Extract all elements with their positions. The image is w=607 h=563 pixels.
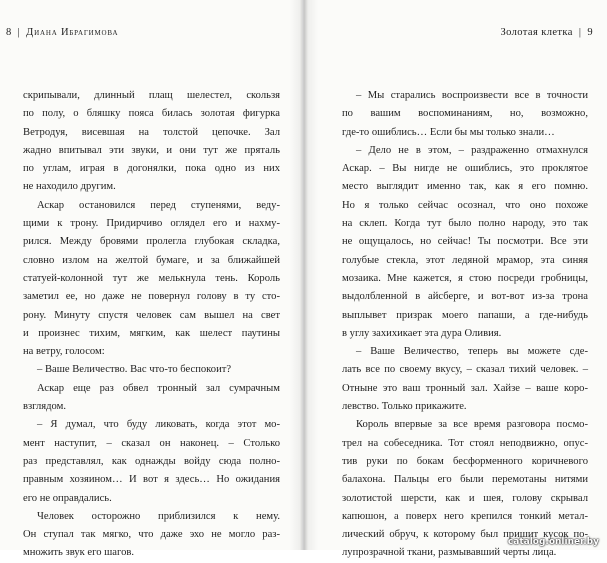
text-line: Человек осторожно приблизился к нему. <box>37 510 280 522</box>
text-line: голубые стекла, этот ледяной мрамор, эта синяя <box>342 254 588 266</box>
text-line: и произнес тихим, мягким, как шелест паутины <box>23 327 280 339</box>
left-page <box>0 0 302 559</box>
text-line: Аскар еще раз обвел тронный зал сумрачным <box>37 382 280 394</box>
author-name: Диана Ибрагимова <box>26 27 119 38</box>
text-line: щими к трону. Придирчиво оглядел его и нахму- <box>23 218 280 230</box>
site-watermark: catalog.onliner.by <box>507 537 599 547</box>
text-line: мент наступит, – сказал он наконец. – Столько <box>23 437 280 449</box>
text-line: место выглядит именно так, как я его помню. <box>342 181 588 193</box>
text-line: не находило другим. <box>23 181 116 193</box>
text-line: тив руки по бокам бесформенного коричневого <box>342 455 588 467</box>
right-page-text <box>342 87 588 563</box>
text-line: в углу захихикает эта дура Оливия. <box>342 327 502 339</box>
text-line: Отныне это ваш тронный зал. Хайзе – ваше коро- <box>342 382 588 394</box>
left-head-separator: | <box>17 27 21 38</box>
text-line: словно излом на желтой бумаге, и за ближайшей <box>23 254 280 266</box>
text-line: – Дело не в этом, – раздраженно отмахнулся <box>356 144 588 156</box>
book-title: Золотая клетка <box>500 27 573 38</box>
text-line: где-то ошиблись… Если бы мы только знали… <box>342 126 555 138</box>
text-line: не ощущалось, но сейчас! Ты посмотри. Все эти <box>342 236 588 248</box>
text-line: капюшон, а поверх него крепился тонкий метал- <box>342 510 588 522</box>
text-line: – Мы старались воспроизвести все в точности <box>356 90 588 101</box>
text-line: рился. Между бровями пролегла глубокая складка, <box>23 236 280 248</box>
left-running-head <box>6 27 118 38</box>
text-line: множить звук его шагов. <box>23 547 135 559</box>
text-line: мозаика. Мне кажется, я стою посреди гробницы, <box>342 272 588 284</box>
text-line: Аскар остановился перед ступенями, веду- <box>37 199 280 211</box>
book-gutter <box>290 0 318 550</box>
text-line: выплывет призрак моего папаши, а где-нибудь <box>342 309 588 321</box>
left-page-number: 8 <box>6 27 12 38</box>
text-line: по углам, играя в догонялки, пока одно из них <box>23 163 280 175</box>
text-line: – Ваше Величество. Вас что-то беспокоит? <box>37 364 232 376</box>
text-line: статуей-колонной тут же мелькнула тень. Король <box>23 272 280 284</box>
text-line: скрипывали, длинный плащ шелестел, скользя <box>23 90 280 101</box>
text-line: его не оправдались. <box>23 492 112 504</box>
text-line: взглядом. <box>23 401 66 413</box>
text-line: левство. Только прикажите. <box>342 401 467 413</box>
left-page-text <box>23 87 280 563</box>
text-line: раз представлял, как однажды войду сюда полно- <box>23 455 280 467</box>
right-page <box>304 0 607 559</box>
text-line: Ветродуя, висевшая на толстой цепочке. Зал <box>23 126 280 138</box>
right-running-head <box>500 27 593 38</box>
text-line: заметил ее, но даже не повернул голову в ту сто- <box>23 291 280 303</box>
text-line: Он ступал так мягко, что даже эхо не могло раз- <box>23 529 280 541</box>
text-line: золотистой шерсти, как и шея, голову скрывал <box>342 492 588 504</box>
text-line: Но я только сейчас осознал, что оно похоже <box>342 199 588 211</box>
text-line: лический обруч, к которому был пришит кусок по- <box>342 529 588 541</box>
text-line: – Ваше Величество, теперь вы можете сде- <box>356 346 588 358</box>
right-page-number: 9 <box>587 27 593 38</box>
text-line: по полу, о бляшку пояса билась золотая фигурка <box>23 108 280 120</box>
text-line: на ветру, голосом: <box>23 346 105 358</box>
right-head-separator: | <box>578 27 582 38</box>
text-line: трел на собеседника. Тот стоял неподвижно, опус- <box>342 437 588 449</box>
text-line: Король впервые за все время разговора посмо- <box>356 419 588 431</box>
text-line: на склеп. Когда тут было полно народу, это так <box>342 218 588 230</box>
text-line: жадно впитывал эти звуки, и они тут же пряталь <box>23 144 280 156</box>
text-line: Аскар. – Вы нигде не ошиблись, это проклятое <box>342 163 588 175</box>
text-line: рону. Минуту спустя человек сам вышел на свет <box>23 309 280 321</box>
text-line: по вашим воспоминаниям, но, возможно, <box>342 108 588 120</box>
text-line: балахона. Пальцы его были перемотаны нитями <box>342 474 588 486</box>
text-line: – Я думал, что буду ликовать, когда этот мо- <box>37 419 280 431</box>
text-line: лупрозрачной ткани, размывавший черты лица. <box>342 547 557 559</box>
text-line: правным хозяином… И вот я здесь… Но ожидания <box>23 474 280 486</box>
text-line: лать все по своему вкусу, – сказал тихий человек. – <box>342 364 588 376</box>
text-line: выдолбленной в айсберге, и вот-вот из-за трона <box>342 291 588 303</box>
